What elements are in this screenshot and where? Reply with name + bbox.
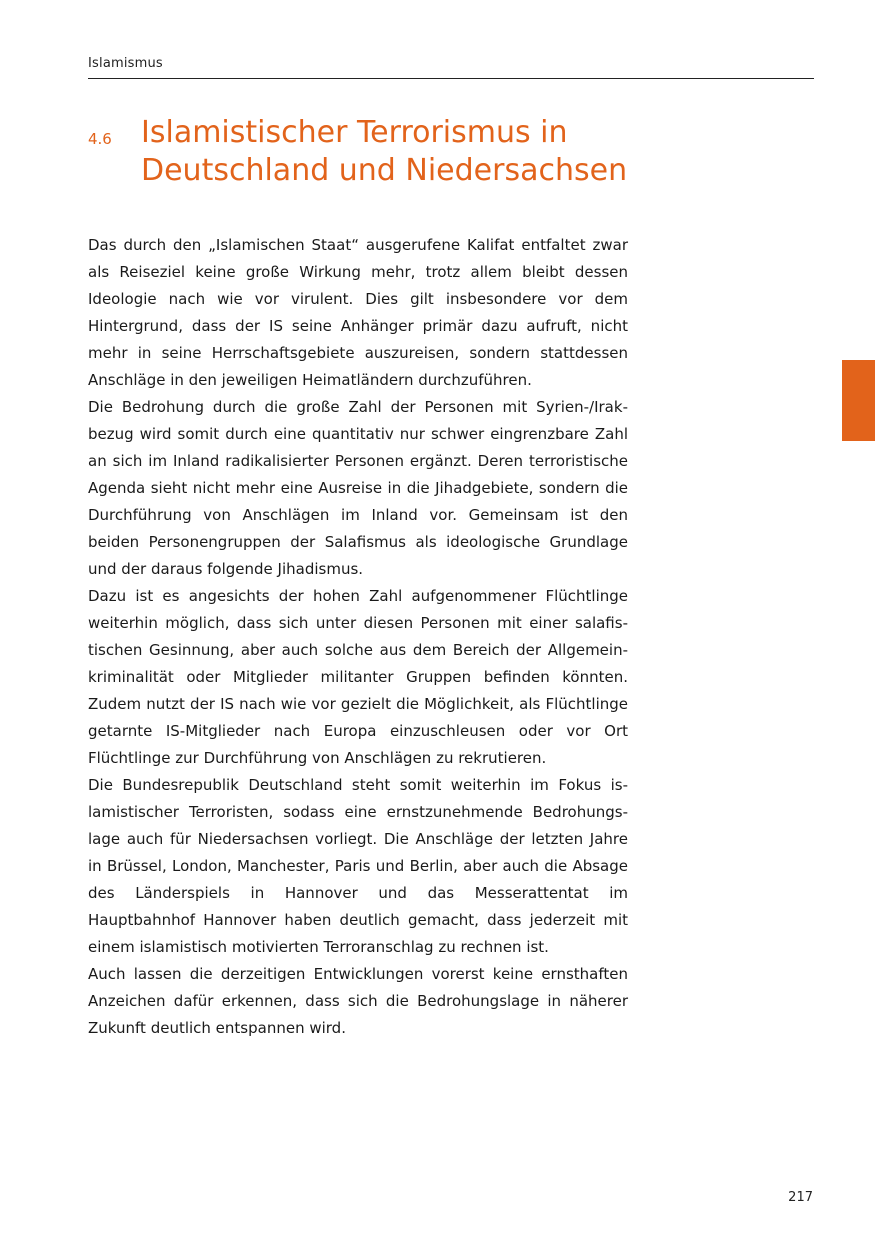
- section-title: Islamistischer Terrorismus in Deutschland und Niedersachsen: [141, 115, 628, 188]
- chapter-thumb-tab: [842, 360, 875, 441]
- paragraph-2: Die Bedrohung durch die große Zahl der Personen mit Syrien-/Irakbezug wird somit durch eine quantitativ nur schwer eingrenzbare Zahl an sich im Inland radikalisierter Personen ergänzt. Deren terroristische Agenda sieht nicht mehr eine Ausreise in die Jihadgebiete, sondern die Durchführung von Anschlägen im Inland vor. Gemeinsam ist den beiden Personengruppen der Salafismus als ideologische Grundlage und der daraus folgende Jihadismus.: [88, 398, 628, 578]
- section-number: 4.6: [88, 130, 112, 148]
- paragraph-4: Die Bundesrepublik Deutschland steht somit weiterhin im Fokus islamistischer Terroristen, sodass eine ernstzunehmende Bedrohungslage auch für Niedersachsen vorliegt. Die Anschläge der letzten Jahre in Brüssel, London, Manchester, Paris und Berlin, aber auch die Absage des Länderspiels in Hannover und das Messerattentat im Hauptbahnhof Hannover haben deutlich gemacht, dass jederzeit mit einem islamistisch motivierten Terroranschlag zu rechnen ist.: [88, 776, 628, 956]
- header-divider: [88, 78, 814, 79]
- paragraph-5: Auch lassen die derzeitigen Entwicklungen vorerst keine ernsthaften Anzeichen dafür erkennen, dass sich die Bedrohungslage in näherer Zukunft deutlich entspannen wird.: [88, 965, 628, 1037]
- paragraph-3: Dazu ist es angesichts der hohen Zahl aufgenommener Flüchtlinge weiterhin möglich, dass sich unter diesen Personen mit einer salafistischen Gesinnung, aber auch solche aus dem Bereich der Allgemeinkriminalität oder Mitglieder militanter Gruppen befinden könnten. Zudem nutzt der IS nach wie vor gezielt die Möglichkeit, als Flüchtlinge getarnte IS-Mitglieder nach Europa einzuschleusen oder vor Ort Flüchtlinge zur Durchführung von Anschlägen zu rekrutieren.: [88, 587, 628, 767]
- running-head: Islamismus: [88, 56, 163, 71]
- page-number: 217: [788, 1190, 813, 1205]
- paragraph-1: Das durch den „Islamischen Staat“ ausgerufene Kalifat entfaltet zwar als Reiseziel keine große Wirkung mehr, trotz allem bleibt dessen Ideologie nach wie vor virulent. Dies gilt insbesondere vor dem Hintergrund, dass der IS seine Anhänger primär dazu aufruft, nicht mehr in seine Herrschaftsgebiete auszureisen, sondern stattdessen Anschläge in den jeweiligen Heimatländern durchzuführen.: [88, 236, 628, 389]
- body-text: [88, 232, 628, 1042]
